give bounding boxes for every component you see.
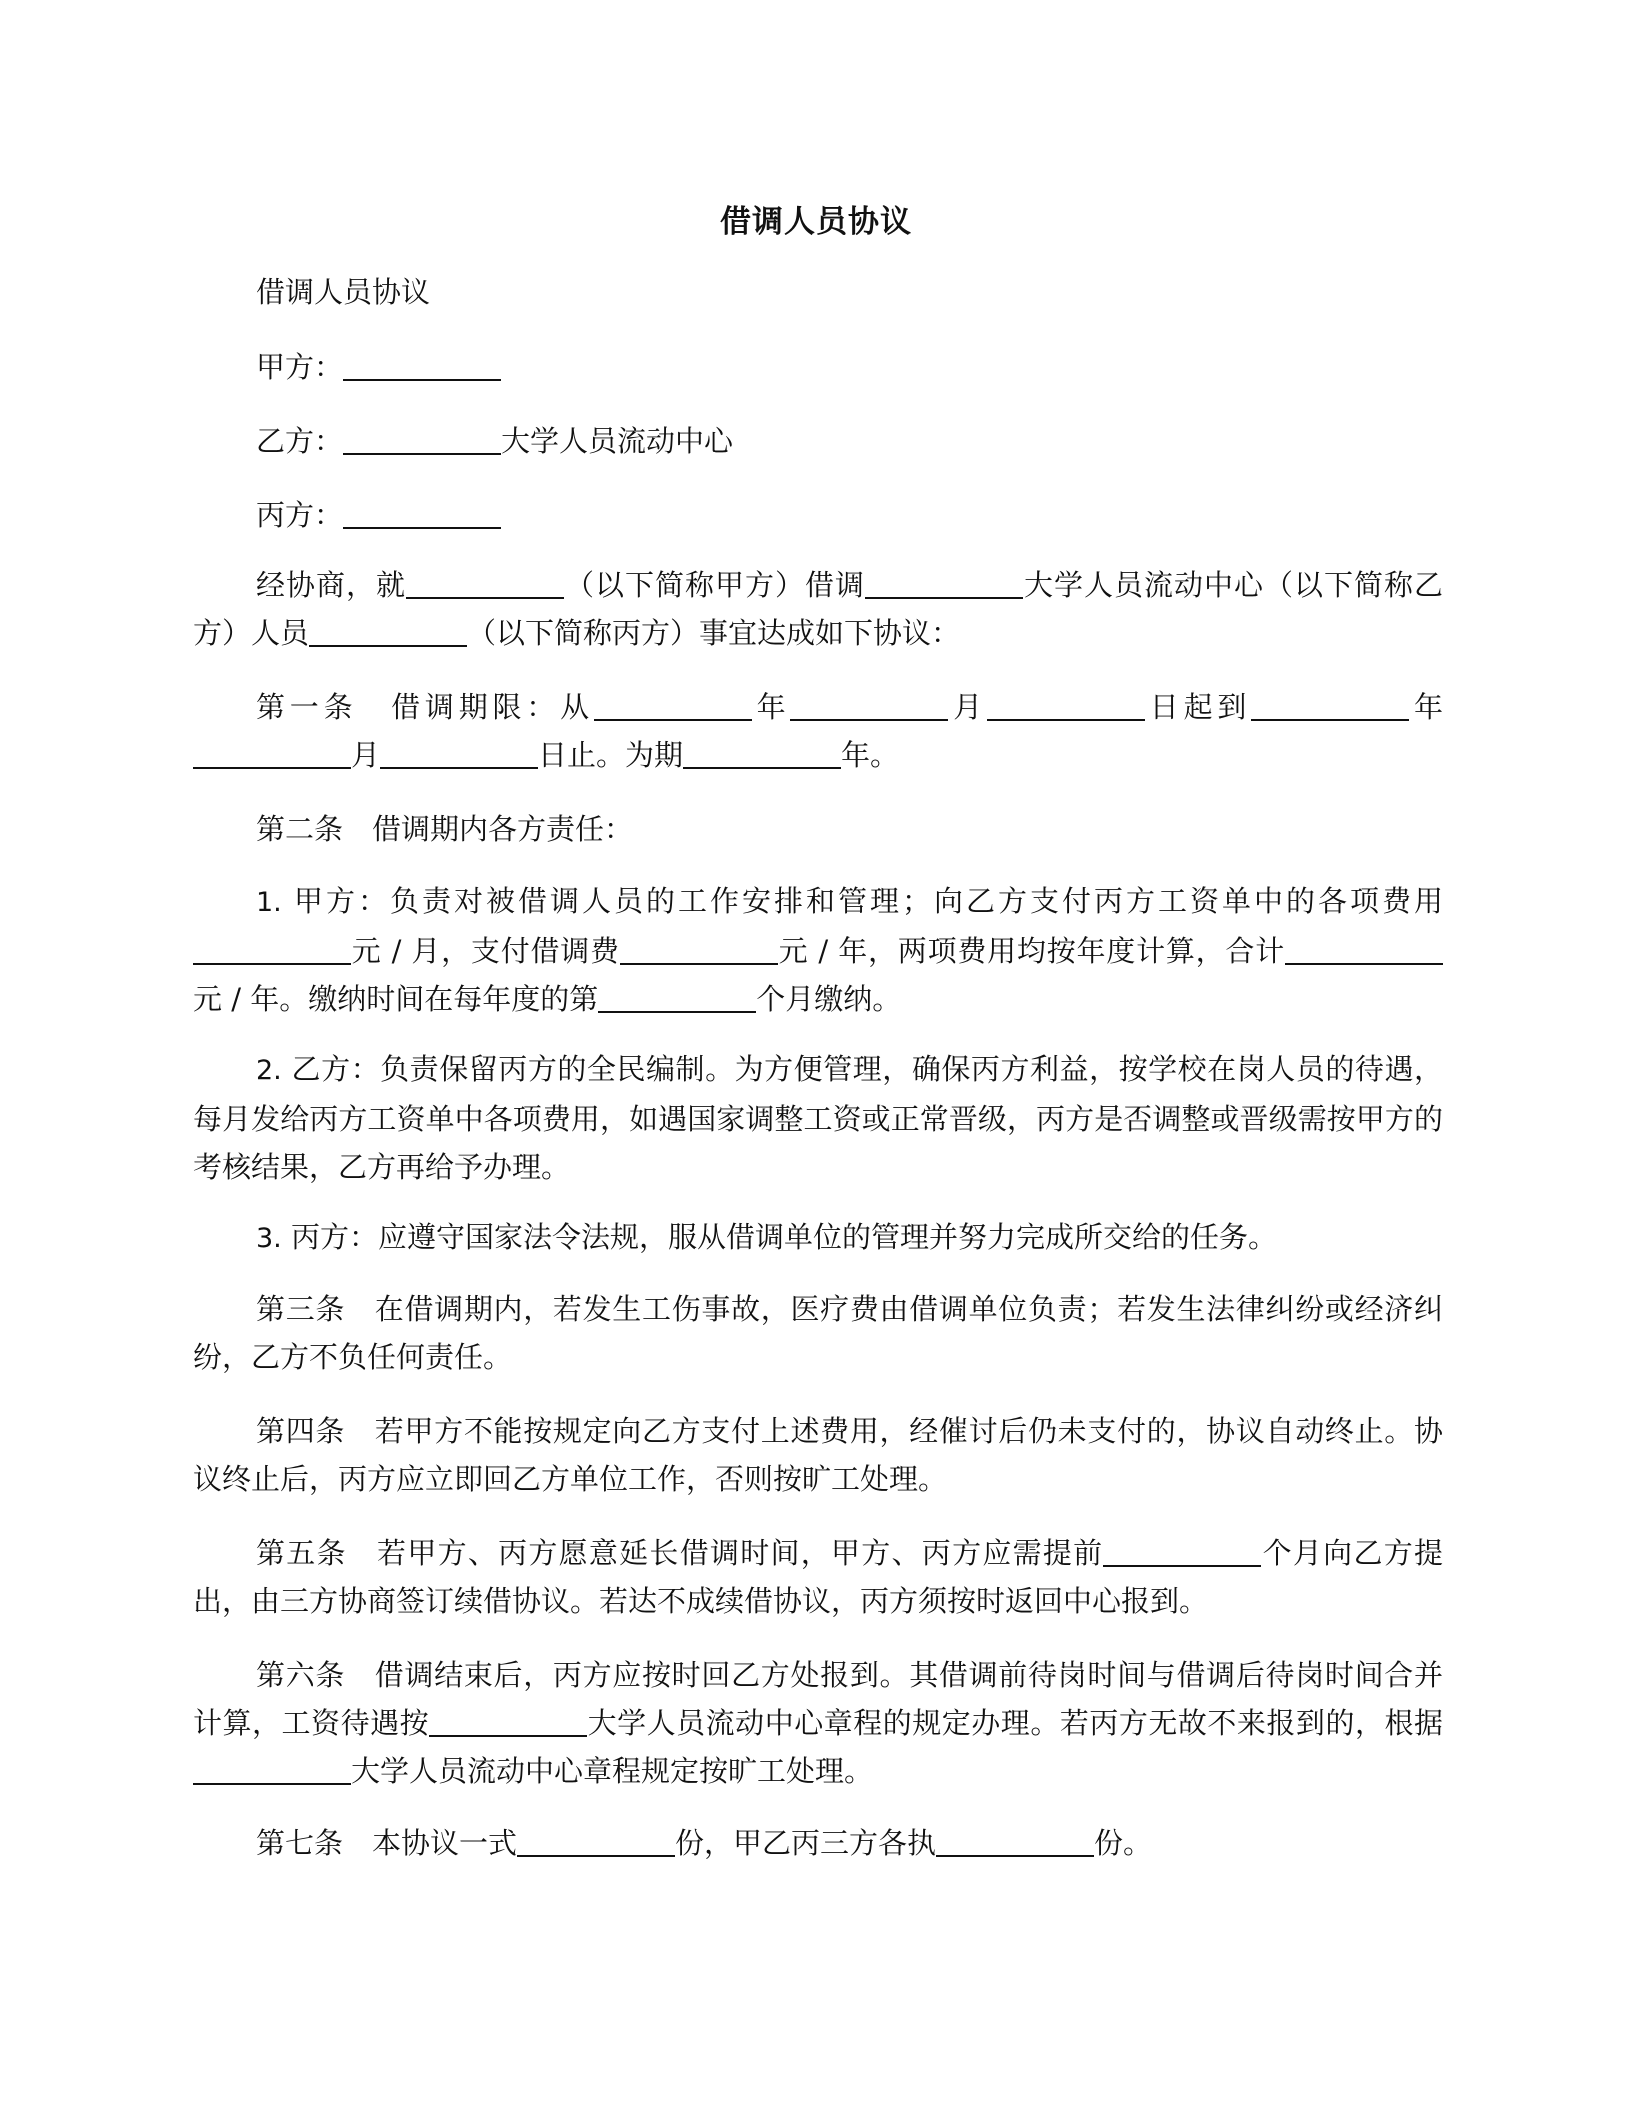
item2-text: 乙方：负责保留丙方的全民编制。为方便管理，确保丙方利益，按学校在岗人员的待遇，每月发给丙方工资单中各项费用，如遇国家调整工资或正常晋级，丙方是否调整或晋级需按甲方的考核结果，乙方再给予办理。 bbox=[193, 1052, 1443, 1184]
art6-text-1: 第六条 借调结束后，丙方应按时回乙方处报到。其借调前待岗时间与借调后待岗时间合并计算，工资待遇按 bbox=[193, 1658, 1443, 1740]
art5-text-1: 第五条 若甲方、丙方愿意延长借调时间，甲方、丙方应需提前 bbox=[256, 1536, 1104, 1570]
item1-text-2: 元 / 月，支付借调费 bbox=[351, 934, 620, 968]
article-1 bbox=[193, 683, 1443, 779]
art1-blank-4 bbox=[1251, 691, 1409, 721]
art1-blank-5 bbox=[193, 739, 351, 769]
art1-text-3: 月 bbox=[948, 690, 988, 724]
art1-text-7: 日止。为期 bbox=[538, 738, 684, 772]
art1-text-1: 第一条 借调期限：从 bbox=[256, 690, 594, 724]
item1-text-5: 个月缴纳。 bbox=[756, 982, 902, 1016]
party-c-line bbox=[256, 491, 501, 539]
item2-number: 2. bbox=[256, 1055, 282, 1086]
article-7 bbox=[193, 1819, 1443, 1867]
article-2-item-3 bbox=[193, 1213, 1443, 1263]
art1-text-5: 年 bbox=[1409, 690, 1443, 724]
party-a-line bbox=[256, 343, 501, 391]
art7-text-3: 份。 bbox=[1094, 1826, 1153, 1860]
art6-blank-2 bbox=[193, 1755, 351, 1785]
item1-text-1: 甲方：负责对被借调人员的工作安排和管理；向乙方支付丙方工资单中的各项费用 bbox=[293, 884, 1443, 918]
item1-blank-4 bbox=[598, 983, 756, 1013]
art6-blank-1 bbox=[429, 1707, 587, 1737]
item1-text-3: 元 / 年，两项费用均按年度计算，合计 bbox=[777, 934, 1285, 968]
intro-blank-1 bbox=[406, 569, 564, 599]
art1-text-4: 日起到 bbox=[1145, 690, 1252, 724]
intro-text-2: （以下简称甲方）借调 bbox=[564, 568, 865, 602]
art7-text-1: 第七条 本协议一式 bbox=[256, 1826, 518, 1860]
party-b-label: 乙方： bbox=[256, 424, 344, 458]
party-b-line bbox=[256, 417, 733, 465]
article-6 bbox=[193, 1651, 1443, 1795]
intro-blank-3 bbox=[309, 617, 467, 647]
art1-blank-3 bbox=[987, 691, 1145, 721]
art1-text-8: 年。 bbox=[841, 738, 900, 772]
art6-text-3: 大学人员流动中心章程规定按旷工处理。 bbox=[351, 1754, 874, 1788]
party-a-blank bbox=[343, 351, 501, 381]
item1-blank-3 bbox=[1285, 935, 1443, 965]
art1-text-2: 年 bbox=[751, 690, 791, 724]
art1-text-6: 月 bbox=[351, 738, 381, 772]
item3-text: 丙方：应遵守国家法令法规，服从借调单位的管理并努力完成所交给的任务。 bbox=[290, 1220, 1277, 1254]
intro-paragraph bbox=[193, 561, 1443, 657]
art1-blank-6 bbox=[380, 739, 538, 769]
art1-blank-2 bbox=[790, 691, 948, 721]
party-a-label: 甲方： bbox=[256, 350, 344, 384]
art7-text-2: 份，甲乙丙三方各执 bbox=[675, 1826, 937, 1860]
article-2-item-1 bbox=[193, 877, 1443, 1023]
item1-number: 1. bbox=[256, 887, 282, 918]
art1-blank-7 bbox=[683, 739, 841, 769]
art5-text-2: 个月向乙方提出，由三方协商签订续借协议。若达不成续借协议，丙方须按时返回中心报到。 bbox=[193, 1536, 1443, 1618]
document-title: 借调人员协议 bbox=[720, 204, 912, 240]
art7-blank-1 bbox=[517, 1827, 675, 1857]
party-b-suffix: 大学人员流动中心 bbox=[501, 424, 734, 458]
intro-blank-2 bbox=[865, 569, 1023, 599]
intro-text-1: 经协商，就 bbox=[256, 568, 406, 602]
intro-text-4: （以下简称丙方）事宜达成如下协议： bbox=[467, 616, 961, 650]
article-3: 第三条 在借调期内，若发生工伤事故，医疗费由借调单位负责；若发生法律纠纷或经济纠纷，乙方不负任何责任。 bbox=[193, 1292, 1443, 1374]
article-2-item-2 bbox=[193, 1045, 1443, 1191]
document-subtitle: 借调人员协议 bbox=[256, 275, 431, 309]
art1-blank-1 bbox=[594, 691, 752, 721]
art5-blank-1 bbox=[1103, 1537, 1261, 1567]
item3-number: 3. bbox=[256, 1223, 282, 1254]
party-c-blank bbox=[343, 499, 501, 529]
article-5 bbox=[193, 1529, 1443, 1625]
item1-blank-1 bbox=[193, 935, 351, 965]
item1-blank-2 bbox=[620, 935, 778, 965]
item1-text-4: 元 / 年。缴纳时间在每年度的第 bbox=[193, 982, 599, 1016]
article-4: 第四条 若甲方不能按规定向乙方支付上述费用，经催讨后仍未支付的，协议自动终止。协议终止后，丙方应立即回乙方单位工作，否则按旷工处理。 bbox=[193, 1414, 1443, 1496]
party-c-label: 丙方： bbox=[256, 498, 344, 532]
intro-text-3: 大学人员流动中心（以下简称乙方）人员 bbox=[193, 568, 1443, 650]
art7-blank-2 bbox=[936, 1827, 1094, 1857]
party-b-blank bbox=[343, 425, 501, 455]
article-2-heading: 第二条 借调期内各方责任： bbox=[256, 812, 634, 846]
art6-text-2: 大学人员流动中心章程的规定办理。若丙方无故不来报到的，根据 bbox=[587, 1706, 1443, 1740]
